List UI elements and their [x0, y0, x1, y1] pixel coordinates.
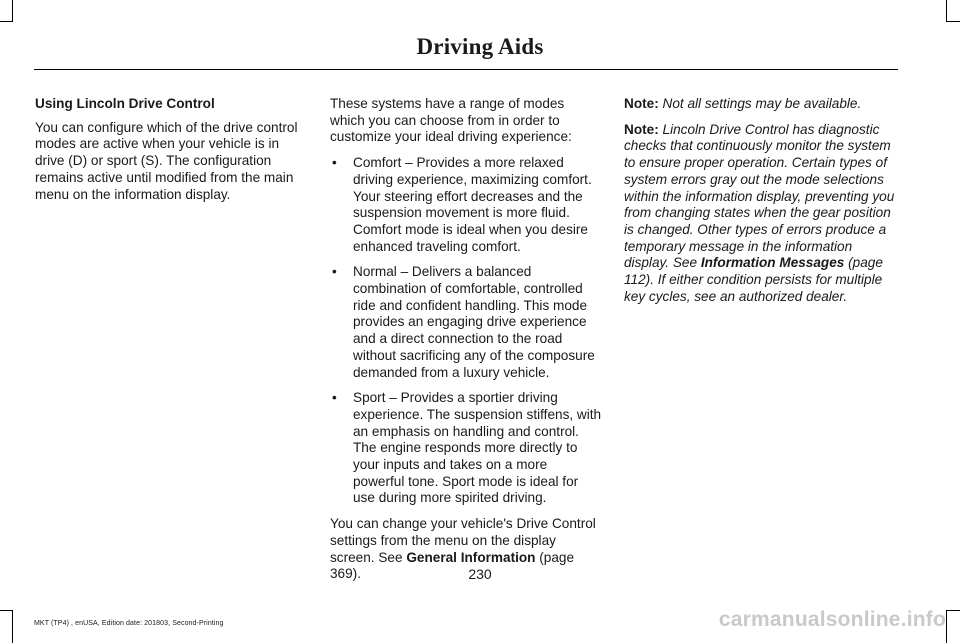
- page-number: 230: [468, 566, 492, 582]
- note: [624, 122, 899, 306]
- page-reference: (page 112).: [624, 255, 883, 288]
- closing-text: You can change your vehicle's Drive Control settings from the menu on the display screen. See: [330, 516, 596, 565]
- header-rule: [34, 69, 898, 70]
- paragraph: These systems have a range of modes which you can choose from in order to customize your ideal driving experience:: [330, 96, 572, 145]
- crop-mark: [946, 0, 947, 22]
- bullet: •: [332, 264, 337, 280]
- crop-mark: [946, 610, 960, 611]
- crop-mark: [0, 21, 13, 22]
- list-item: [330, 264, 602, 381]
- bullet: •: [332, 390, 337, 406]
- column-left: [35, 96, 307, 212]
- note-text-tail: If either condition persists for multiple key cycles, see an authorized dealer.: [624, 272, 883, 304]
- edition-footer: MKT (TP4) , enUSA, Edition date: 201803, Second-Printing: [34, 620, 224, 627]
- mode-list: [330, 155, 602, 507]
- crop-mark: [946, 21, 960, 22]
- list-item-text: Normal – Delivers a balanced combination of comfortable, controlled ride and confident handling. This mode provides an engaging drive experience and a direct connection to the road without sacrificing any of the composure demanded from a luxury vehicle.: [353, 264, 595, 380]
- column-right: [624, 96, 899, 314]
- crop-mark: [12, 0, 13, 22]
- list-item-text: Comfort – Provides a more relaxed driving experience, maximizing comfort. Your steering effort decreases and the suspension movement is more fluid. Comfort mode is ideal when you desire enhanced traveling comfort.: [353, 155, 592, 254]
- crop-mark: [946, 610, 947, 643]
- note-label: Note:: [624, 121, 659, 137]
- list-item: [330, 390, 602, 507]
- section-heading: Using Lincoln Drive Control: [35, 96, 215, 111]
- crop-mark: [12, 610, 13, 643]
- note-text: Lincoln Drive Control has diagnostic checks that continuously monitor the system to ensure proper operation. Certain types of system errors gray out the mode selections within the information display, preventing you from changing states when the gear position is changed. Other types of errors produce a temporary message in the information display. See: [624, 121, 895, 271]
- column-middle: [330, 96, 602, 592]
- note-label: Note:: [624, 96, 659, 111]
- page-title: Driving Aids: [416, 34, 544, 59]
- watermark: carmanualsonline.info: [718, 608, 946, 631]
- note-text: Not all settings may be available.: [658, 96, 862, 111]
- list-item-text: Sport – Provides a sportier driving experience. The suspension stiffens, with an emphasis on handling and control. The engine responds more directly to your inputs and takes on a more powerful tone. Sport mode is ideal for use during more spirited driving.: [353, 390, 602, 506]
- cross-reference-link[interactable]: Information Messages: [700, 255, 845, 271]
- paragraph: You can configure which of the drive control modes are active when your vehicle is in drive (D) or sport (S). The configuration remains active until modified from the main menu on the information display.: [35, 119, 298, 202]
- cross-reference-link[interactable]: General Information: [406, 549, 536, 565]
- list-item: [330, 155, 602, 255]
- crop-mark: [0, 610, 13, 611]
- bullet: •: [332, 155, 337, 171]
- note: [624, 96, 899, 113]
- page-reference: (page 369).: [330, 549, 575, 582]
